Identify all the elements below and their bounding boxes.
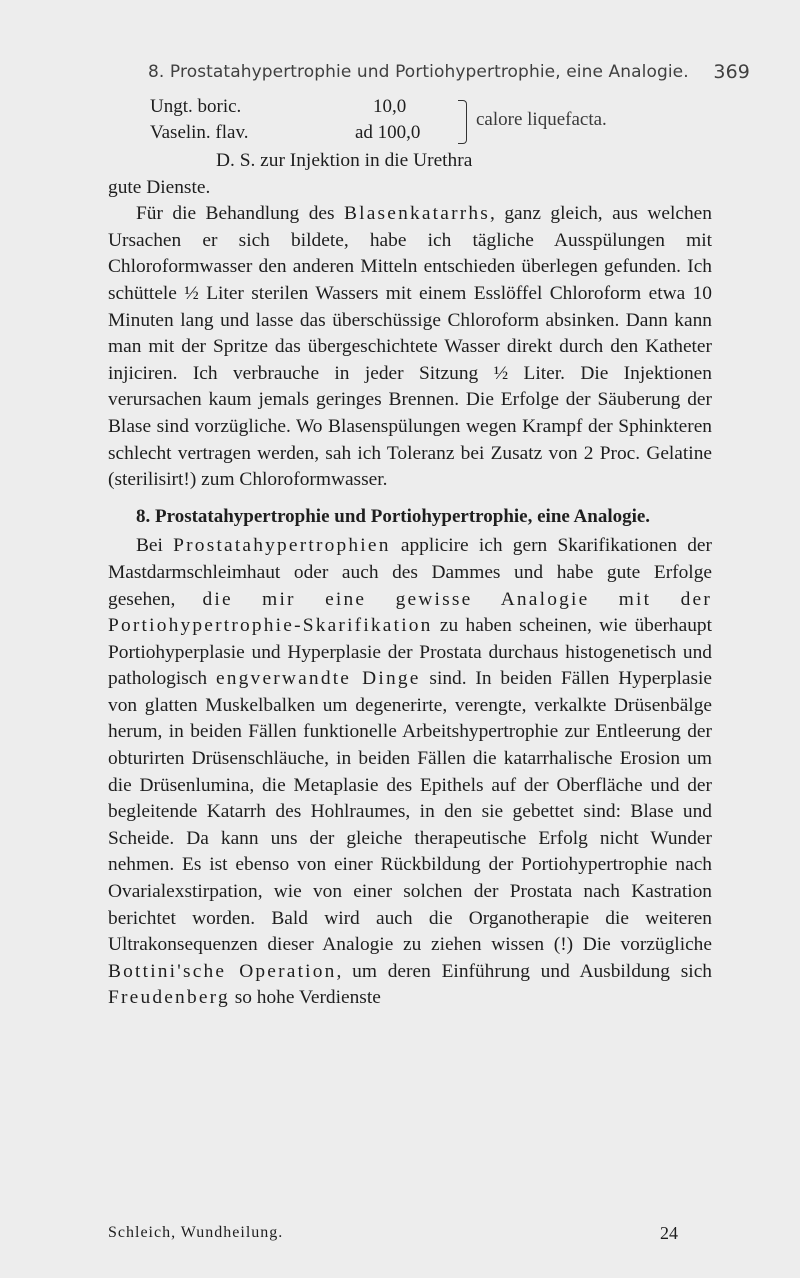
running-head — [148, 61, 750, 83]
text-span: zu haben scheinen, wie überhaupt Portiohyperplasie und Hyperplasie der Prostata durchaus histogenetisch und pathologisch — [108, 615, 712, 690]
paragraph-ds-continuation — [108, 175, 712, 202]
spaced-emphasis: Bottini'sche Operation — [108, 960, 337, 982]
paragraph-blasenkatarrh — [108, 201, 712, 494]
text-span: so hohe Verdienste — [229, 987, 381, 1009]
recipe-line2-amount: ad 100,0 — [355, 122, 421, 143]
text-span: sind. In beiden Fällen Hyperplasie von glatten Muskelbalken um degenerirte, verengte, verkalkte Drüsenbälge herum, in beiden Fällen funktionelle Arbeitshypertrophie zur Entleerung der obturirten Drüsenschläuche, in beiden Fällen die katarrhalische Erosion um die Drüsenlumina, die Metaplasie des Epithels auf der Oberfläche und der begleitende Katarrh des Hohlraumes, in den sie gebettet sind: Blase und Scheide. Da kann uns der gleiche therapeutische Erfolg nicht Wunder nehmen. Es ist ebenso von einer Rückbildung der Portiohypertrophie nach Ovarialexstirpation, wie von einer solchen der Prostata nach Kastration berichtet worden. Bald wird auch die Organotherapie die weiteren Ultrakonsequenzen dieser Analogie zu ziehen wissen (!) Die vorzügliche — [108, 668, 712, 956]
page-footer — [108, 1224, 712, 1242]
signature-mark: Schleich, Wundheilung. — [108, 1224, 284, 1241]
recipe-line2-ingredient: Vaselin. flav. — [150, 122, 249, 143]
spaced-emphasis: die mir eine gewisse Analogie mit der Portiohypertrophie-Skarifikation — [108, 588, 712, 637]
running-head-title: 8. Prostatahypertrophie und Portiohypertrophie, eine Analogie. — [148, 62, 689, 82]
spaced-emphasis: engverwandte Dinge — [215, 668, 421, 690]
prescription-block — [150, 94, 710, 154]
section-heading: 8. Prostatahypertrophie und Portiohypertrophie, eine Analogie. — [136, 505, 651, 527]
page-number: 369 — [713, 61, 750, 83]
paragraph-prostatahypertrophie — [108, 533, 712, 1012]
recipe-line1-amount: 10,0 — [373, 96, 407, 117]
spaced-emphasis: Blasenkatarrhs — [344, 203, 491, 225]
text-span: applicire ich gern Skarifikationen der Mastdarmschleimhaut oder auch des Dammes und habe gute Erfolge gesehen, — [108, 535, 712, 610]
paragraph-ds-line — [108, 148, 712, 175]
text-span: Bei — [136, 535, 174, 557]
recipe-line1-ingredient: Ungt. boric. — [150, 96, 242, 117]
spaced-emphasis: Prostatahypertrophien — [173, 535, 391, 557]
spaced-emphasis: Freudenberg — [108, 987, 230, 1009]
ds-text: D. S. zur Injektion in die Urethra — [216, 150, 473, 171]
body-text — [108, 148, 712, 1012]
ds-continuation-text: gute Dienste. — [108, 176, 211, 198]
signature-number: 24 — [660, 1223, 678, 1243]
text-span: Für die Behandlung des — [136, 203, 344, 225]
recipe-brace-note: calore liquefacta. — [476, 109, 607, 130]
text-span: , um deren Einführung und Ausbildung sich — [336, 960, 712, 982]
curly-brace-icon — [458, 100, 467, 144]
text-span: , ganz gleich, aus welchen Ursachen er sich bildete, habe ich tägliche Ausspülungen mit Chloroformwasser den anderen Mitteln entschieden überlegen gefunden. Ich schüttele ½ Liter sterilen Wassers mit einem Esslöffel Chloroform etwa 10 Minuten lang und lasse das überschüssige Chloroform absinken. Dann kann man mit der Spritze das übergeschichtete Wasser direkt durch den Katheter injiciren. Ich verbrauche in jeder Sitzung ½ Liter. Die Injektionen verursachen kaum jemals geringes Brennen. Die Erfolge der Säuberung der Blase sind vorzügliche. Wo Blasenspülungen wegen Krampf der Sphinkteren schlecht vertragen werden, sah ich Toleranz bei Zusatz von 2 Proc. Gelatine (sterilisirt!) zum Chloroformwasser. — [108, 203, 712, 491]
